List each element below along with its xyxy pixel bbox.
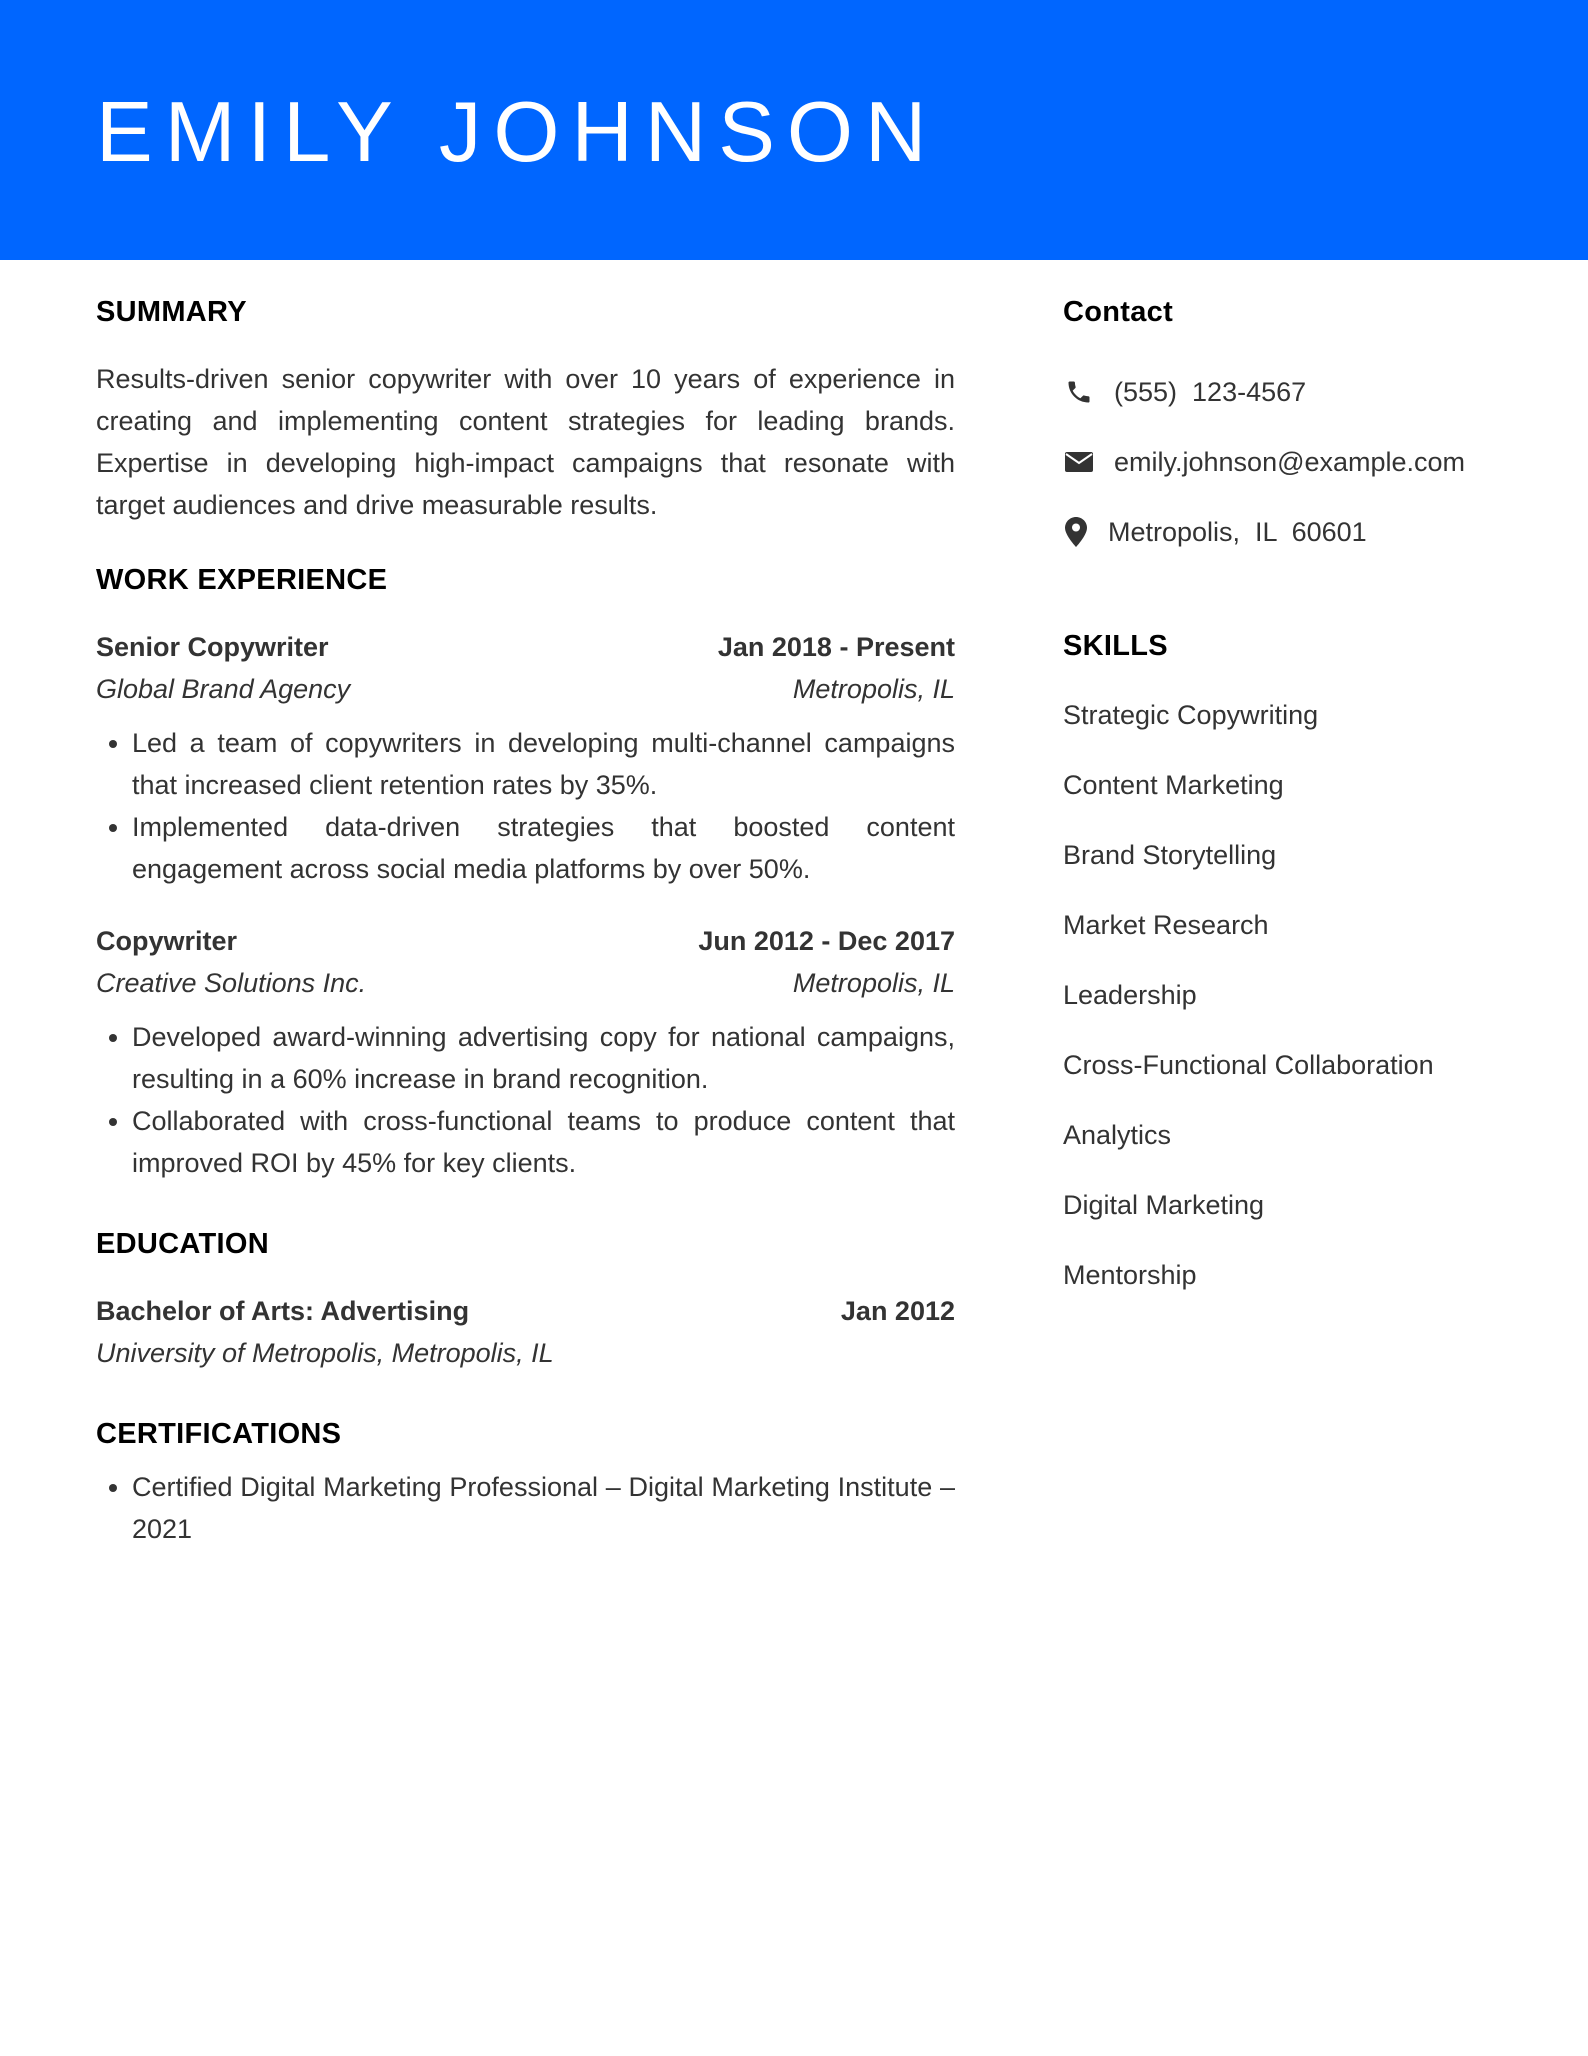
skill-item: Digital Marketing: [1063, 1190, 1265, 1220]
job-location: Metropolis, IL: [792, 968, 955, 998]
job-dates: Jan 2018 - Present: [717, 632, 955, 662]
skill-item: Market Research: [1063, 910, 1269, 940]
job-bullets: [96, 1016, 955, 1184]
job-company: Global Brand Agency: [96, 674, 351, 704]
certifications-heading: CERTIFICATIONS: [96, 1418, 342, 1450]
degree-date: Jan 2012: [840, 1296, 955, 1326]
phone-number[interactable]: (555) 123-4567: [1114, 376, 1307, 407]
contact-phone: [1063, 370, 1503, 414]
job-role: Senior Copywriter: [96, 632, 329, 662]
certification-list: [96, 1466, 955, 1550]
degree: Bachelor of Arts: Advertising: [96, 1296, 470, 1326]
certification-item: • Certified Digital Marketing Professional – Digital Marketing Institute – 2021: [132, 1466, 955, 1550]
job-entry: [96, 626, 955, 890]
contact-list: [1063, 370, 1503, 554]
job-entry: [96, 920, 955, 1184]
phone-icon: [1063, 376, 1095, 408]
skill-item: Mentorship: [1063, 1260, 1197, 1290]
skills-heading: SKILLS: [1063, 630, 1168, 662]
sidebar-column: [1063, 292, 1503, 1324]
skill-item: Cross-Functional Collaboration: [1063, 1050, 1434, 1080]
school: University of Metropolis, Metropolis, IL: [96, 1338, 554, 1368]
job-dates: Jun 2012 - Dec 2017: [698, 926, 955, 956]
job-role: Copywriter: [96, 926, 238, 956]
email-address[interactable]: emily.johnson@example.com: [1114, 446, 1466, 477]
main-column: [96, 292, 955, 1550]
job-company: Creative Solutions Inc.: [96, 968, 367, 998]
envelope-icon: [1063, 446, 1095, 478]
job-location: Metropolis, IL: [792, 674, 955, 704]
header-banner: [0, 0, 1588, 260]
contact-email: [1063, 440, 1503, 484]
skills-list: [1063, 694, 1503, 1296]
skill-item: Content Marketing: [1063, 770, 1284, 800]
job-bullet: • Collaborated with cross-functional teams to produce content that improved ROI by 45% for key clients.: [132, 1100, 955, 1184]
contact-location: [1063, 510, 1503, 554]
skill-item: Strategic Copywriting: [1063, 700, 1319, 730]
skill-item: Analytics: [1063, 1120, 1172, 1150]
work-experience-heading: WORK EXPERIENCE: [96, 564, 388, 596]
job-bullets: [96, 722, 955, 890]
job-bullet: • Developed award-winning advertising copy for national campaigns, resulting in a 60% increase in brand recognition.: [132, 1016, 955, 1100]
job-bullet: • Led a team of copywriters in developing multi-channel campaigns that increased client retention rates by 35%.: [132, 722, 955, 806]
map-pin-icon: [1063, 516, 1089, 548]
summary-text: Results-driven senior copywriter with over 10 years of experience in creating and implementing content strategies for leading brands. Expertise in developing high-impact campaigns that resonate with target audiences and drive measurable results.: [96, 364, 955, 520]
candidate-name: EMILY JOHNSON: [96, 85, 939, 180]
skill-item: Leadership: [1063, 980, 1197, 1010]
job-bullet: • Implemented data-driven strategies that boosted content engagement across social media platforms by over 50%.: [132, 806, 955, 890]
skill-item: Brand Storytelling: [1063, 840, 1277, 870]
contact-heading: Contact: [1063, 296, 1174, 328]
education-entry: [96, 1290, 955, 1374]
education-heading: EDUCATION: [96, 1228, 269, 1260]
location-text: Metropolis, IL 60601: [1108, 516, 1367, 547]
summary-heading: SUMMARY: [96, 296, 247, 328]
